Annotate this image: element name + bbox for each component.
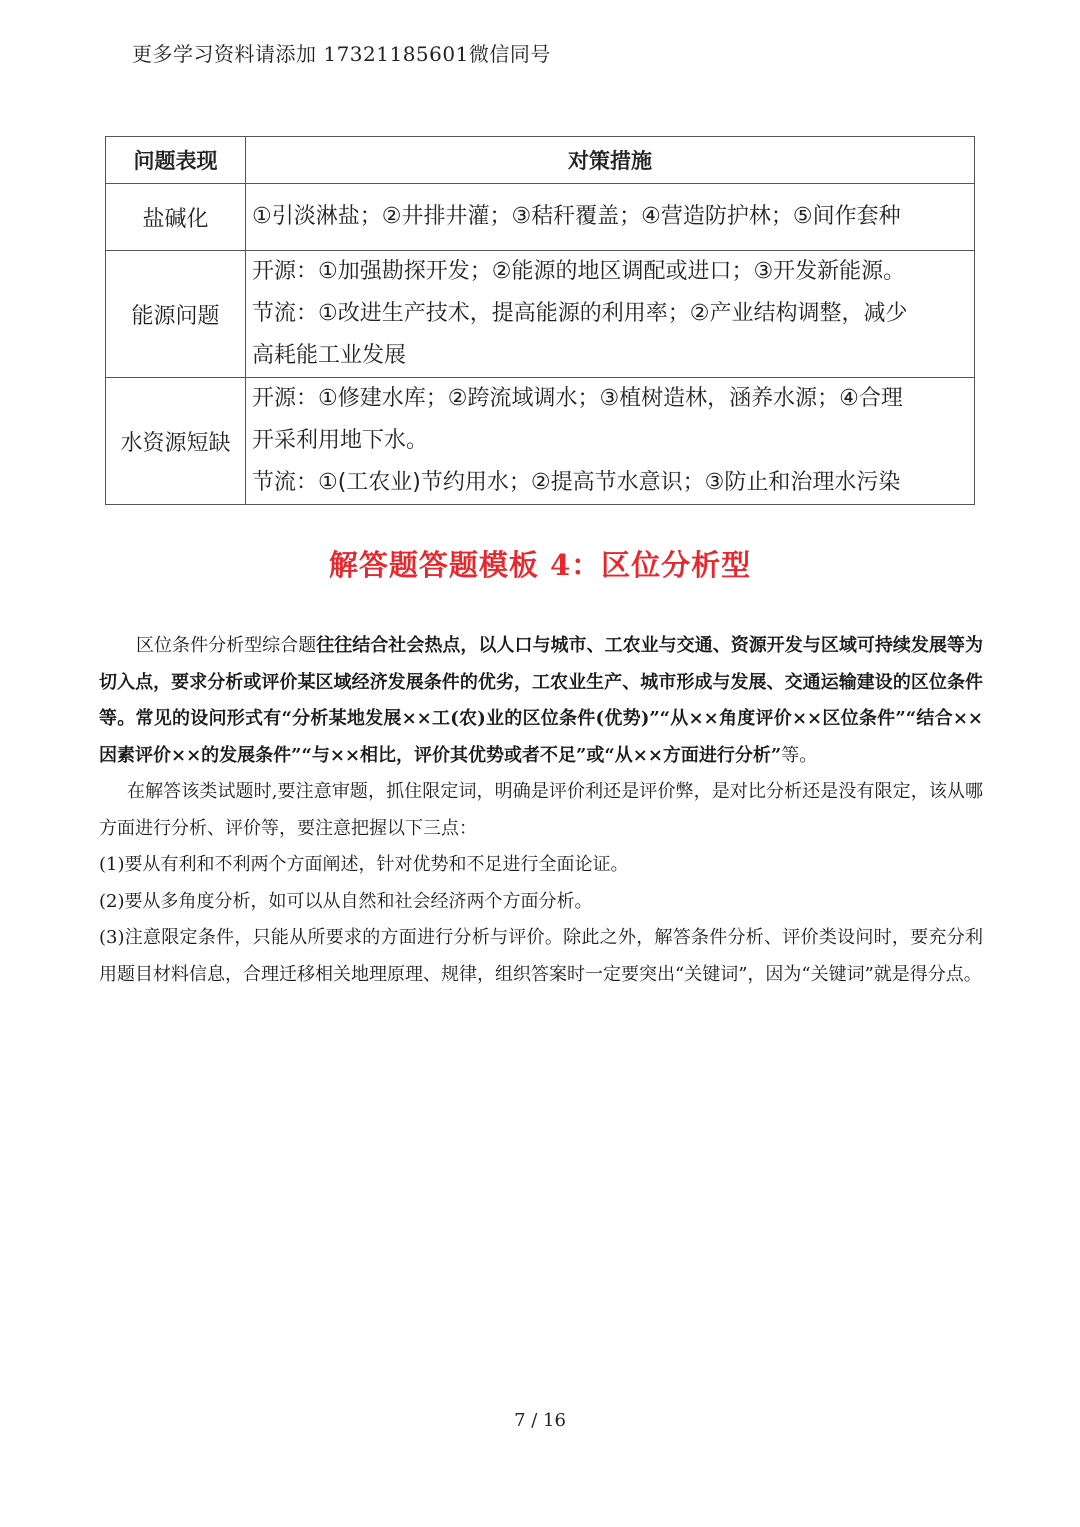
problem-cell: 水资源短缺 bbox=[106, 378, 246, 505]
problem-cell: 能源问题 bbox=[106, 251, 246, 378]
intro-tail: 等。 bbox=[781, 744, 818, 766]
measure-line: 开源：①加强勘探开发；②能源的地区调配或进口；③开发新能源。 bbox=[252, 259, 906, 284]
paragraph-method: 在解答该类试题时,要注意审题，抓住限定词，明确是评价利还是评价弊，是对比分析还是没有限定，该从哪方面进行分析、评价等，要注意把握以下三点： bbox=[99, 781, 983, 839]
measure-line: 开源：①修建水库；②跨流域调水；③植树造林，涵养水源；④合理 bbox=[252, 386, 903, 411]
intro-bold: 往往结合社会热点，以人口与城市、工农业与交通、资源开发与区域可持续发展等为切入点，要求分析或评价某区域经济发展条件的优劣，工农业生产、城市形成与发展、交通运输建设的区位条件等。常见的设问形式有“分析某地发展××工(农)业的区位条件(优势)”“从××角度评价××区位条件”“结合××因素评价××的发展条件”“与××相比，评价其优势或者不足”或“从××方面进行分析” bbox=[99, 635, 983, 766]
measure-line: ①引淡淋盐；②井排井灌；③秸秆覆盖；④营造防护林；⑤间作套种 bbox=[252, 204, 901, 229]
table-row bbox=[106, 251, 975, 378]
problem-cell: 盐碱化 bbox=[106, 184, 246, 251]
measures-cell bbox=[246, 251, 975, 378]
measures-cell bbox=[246, 378, 975, 505]
point-1: (1)要从有利和不利两个方面阐述，针对优势和不足进行全面论证。 bbox=[99, 854, 629, 875]
table-row bbox=[106, 378, 975, 505]
point-2: (2)要从多角度分析，如可以从自然和社会经济两个方面分析。 bbox=[99, 890, 593, 912]
measure-line: 节流：①改进生产技术，提高能源的利用率；②产业结构调整，减少 bbox=[252, 301, 908, 326]
intro-lead: 区位条件分析型综合题 bbox=[136, 635, 317, 656]
measure-line: 高耗能工业发展 bbox=[252, 343, 407, 368]
measure-line: 节流：①(工农业)节约用水；②提高节水意识；③防止和治理水污染 bbox=[252, 470, 901, 495]
paragraph-intro bbox=[99, 628, 983, 774]
table-header-problem: 问题表现 bbox=[106, 137, 246, 184]
table-header-row bbox=[106, 137, 975, 184]
table-header-measures: 对策措施 bbox=[246, 137, 975, 184]
measures-table bbox=[105, 136, 975, 505]
measures-cell bbox=[246, 184, 975, 251]
section-title: 解答题答题模板 4：区位分析型 bbox=[328, 548, 752, 582]
table-row bbox=[106, 184, 975, 251]
measures-table-wrap bbox=[105, 136, 975, 505]
header-note: 更多学习资料请添加 17321185601微信同号 bbox=[132, 42, 551, 66]
point-3: (3)注意限定条件，只能从所要求的方面进行分析与评价。除此之外，解答条件分析、评价类设问时，要充分利用题目材料信息，合理迁移相关地理原理、规律，组织答案时一定要突出“关键词”，因为“关键词”就是得分点。 bbox=[99, 927, 983, 985]
body-text bbox=[99, 628, 983, 993]
page-number: 7 / 16 bbox=[514, 1410, 566, 1431]
measure-line: 开采利用地下水。 bbox=[252, 428, 429, 453]
